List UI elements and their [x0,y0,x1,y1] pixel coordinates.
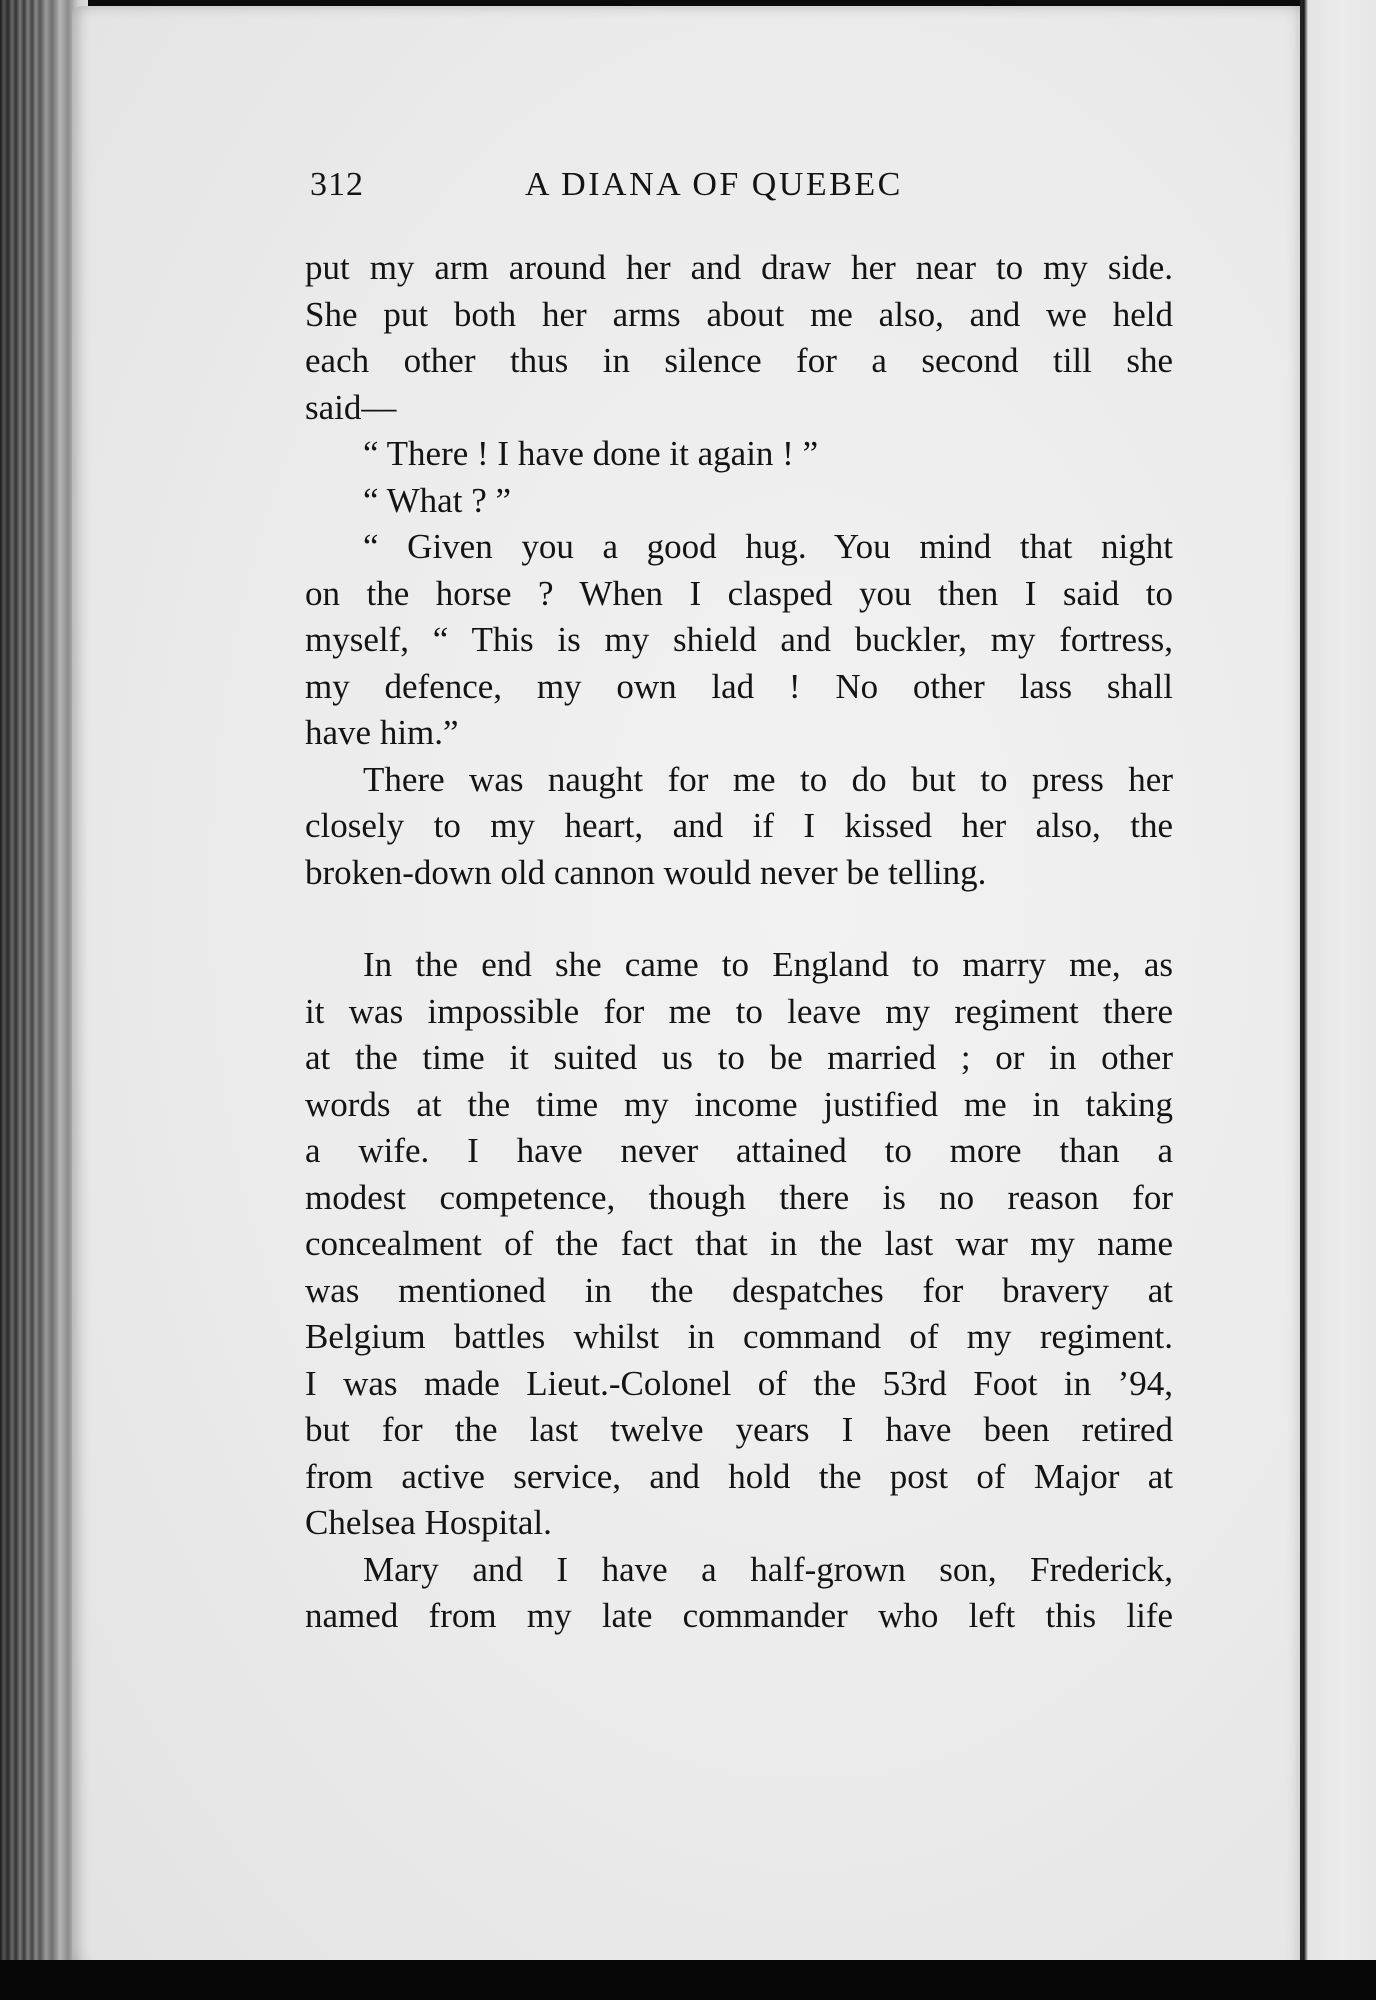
text-line: named from my late commander who left this life [305,1596,1173,1635]
text-line: a wife. I have never attained to more than a [305,1131,1173,1170]
page-number: 312 [310,166,364,203]
paragraph [305,942,1173,1547]
text-line: it was impossible for me to leave my regiment there [305,991,1173,1031]
page-header [310,166,1170,226]
gutter-divider [1300,0,1303,2000]
text-line: There was naught for me to do but to press her [363,759,1173,799]
text-line: Belgium battles whilst in command of my regiment. [305,1317,1173,1356]
text-line: was mentioned in the despatches for bravery at [305,1270,1173,1310]
text-line: Chelsea Hospital. [305,1503,552,1542]
text-line: “ What ? ” [363,480,512,520]
text-line: my defence, my own lad ! No other lass shall [305,666,1173,706]
bottom-shadow [0,1960,1376,2000]
text-line: from active service, and hold the post of Major at [305,1456,1173,1496]
text-line: put my arm around her and draw her near to my side. [305,248,1173,287]
text-line: on the horse ? When I clasped you then I said to [305,573,1173,613]
text-line: “ There ! I have done it again ! ” [363,434,819,473]
paragraph [305,478,1173,525]
paragraph [305,245,1173,431]
text-line: myself, “ This is my shield and buckler, my fortress, [305,620,1173,659]
text-line: at the time it suited us to be married ; or in other [305,1038,1173,1077]
text-line: She put both her arms about me also, and we held [305,294,1173,334]
body-text [305,245,1173,1640]
paragraph [305,431,1173,478]
text-line: Mary and I have a half-grown son, Frederick, [363,1549,1173,1589]
paragraph [305,524,1173,757]
text-line: words at the time my income justified me in taking [305,1084,1173,1124]
paragraph [305,757,1173,897]
running-title: A DIANA OF QUEBEC [525,166,903,203]
text-line: I was made Lieut.-Colonel of the 53rd Foot in ’94, [305,1363,1173,1403]
section-break [305,896,1173,942]
text-line: closely to my heart, and if I kissed her also, the [305,806,1173,845]
text-line: each other thus in silence for a second till she [305,341,1173,380]
text-line: but for the last twelve years I have been retired [305,1410,1173,1449]
paragraph [305,1547,1173,1640]
text-line: have him.” [305,713,459,752]
text-line: concealment of the fact that in the last war my name [305,1224,1173,1263]
text-line: broken-down old cannon would never be telling. [305,852,987,892]
text-line: modest competence, though there is no reason for [305,1177,1173,1217]
text-line: In the end she came to England to marry me, as [363,945,1173,984]
facing-page-edge [1300,0,1376,2000]
text-line: “ Given you a good hug. You mind that night [363,527,1173,566]
text-line: said— [305,387,397,427]
